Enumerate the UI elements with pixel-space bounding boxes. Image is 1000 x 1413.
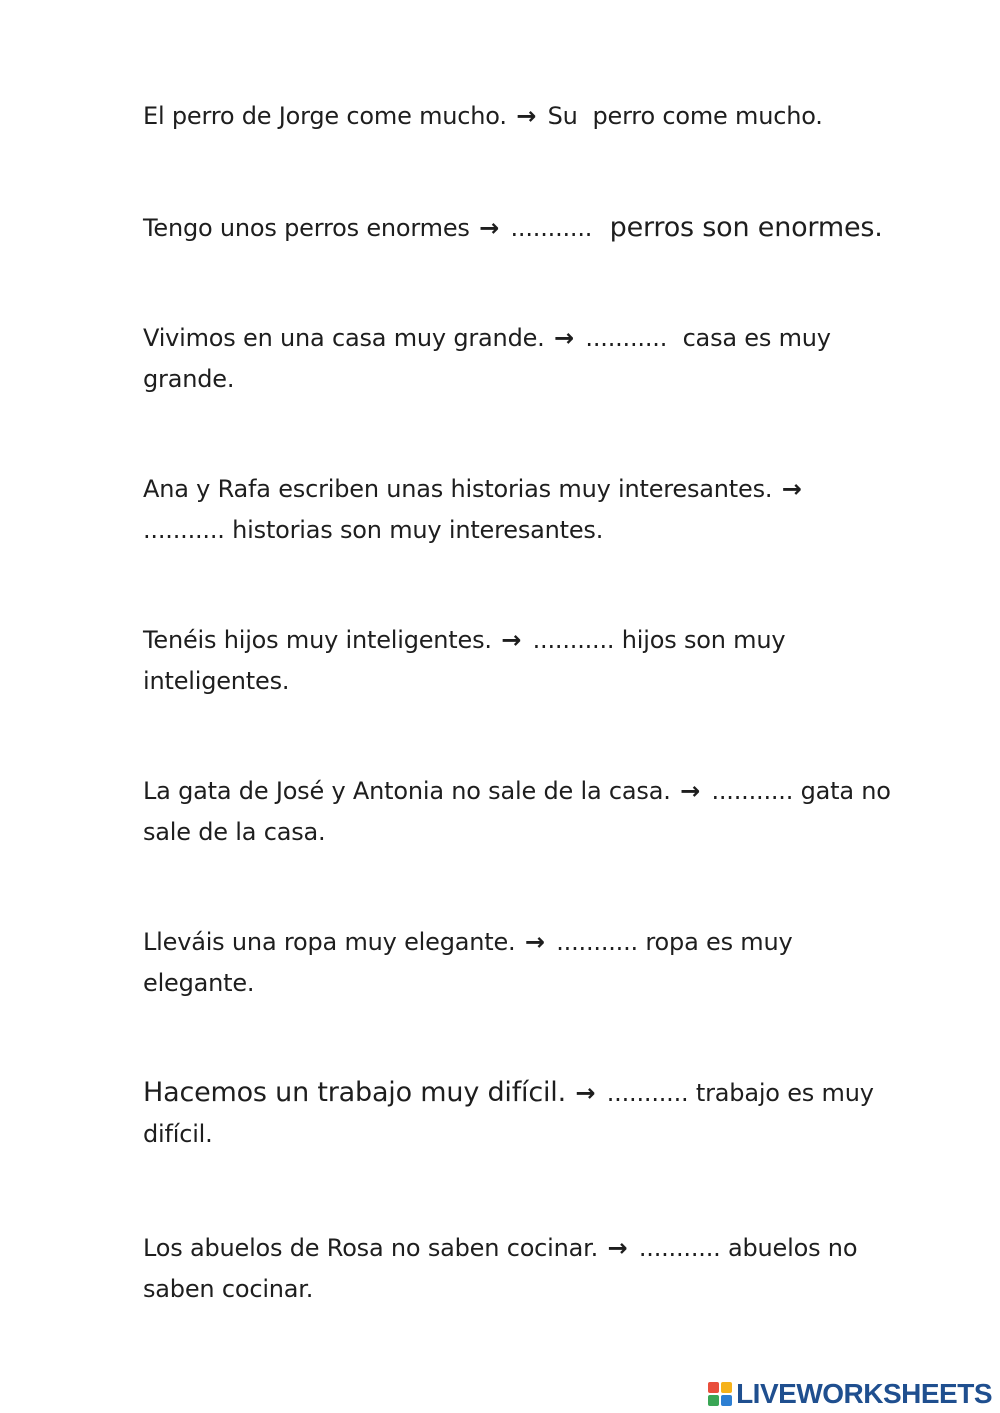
exercise-prompt: La gata de José y Antonia no sale de la casa. <box>143 777 671 805</box>
answer-blank[interactable]: ........... <box>606 1079 689 1107</box>
answer-blank[interactable]: ........... <box>510 214 593 242</box>
exercise-6 <box>143 771 933 853</box>
liveworksheets-logo <box>708 1379 992 1409</box>
exercise-3 <box>143 318 883 400</box>
liveworksheets-logo-icon <box>708 1382 732 1406</box>
exercise-8 <box>143 1072 933 1155</box>
answer-blank[interactable]: ........... <box>532 626 615 654</box>
arrow-right-icon: → <box>575 1079 596 1107</box>
logo-text: LIVEWORKSHEETS <box>736 1378 992 1409</box>
logo-square <box>721 1395 732 1406</box>
exercise-9 <box>143 1228 913 1310</box>
answer-blank[interactable]: ........... <box>143 516 225 544</box>
arrow-right-icon: → <box>524 928 545 956</box>
exercise-prompt: Los abuelos de Rosa no saben cocinar. <box>143 1234 599 1262</box>
exercise-1 <box>143 96 933 137</box>
answer-blank[interactable]: ........... <box>711 777 794 805</box>
exercise-5 <box>143 620 843 702</box>
exercise-prompt: El perro de Jorge come mucho. <box>143 102 507 130</box>
exercise-answer: historias son muy interesantes. <box>232 516 604 544</box>
arrow-right-icon: → <box>680 777 700 805</box>
exercise-prompt: Tenéis hijos muy inteligentes. <box>143 626 492 654</box>
exercise-answer: perros son enormes. <box>609 212 883 243</box>
exercise-prompt: Ana y Rafa escriben unas historias muy interesantes. <box>143 475 773 503</box>
exercise-answer: gata no sale de la casa. <box>143 777 891 846</box>
arrow-right-icon: → <box>516 102 537 130</box>
exercise-4 <box>143 469 863 551</box>
answer-blank[interactable]: ........... <box>556 928 638 956</box>
exercise-7 <box>143 922 843 1004</box>
exercise-2 <box>143 207 933 249</box>
arrow-right-icon: → <box>479 214 500 242</box>
exercise-prompt: Hacemos un trabajo muy difícil. <box>143 1077 566 1108</box>
exercise-prompt: Tengo unos perros enormes <box>143 214 470 242</box>
logo-square <box>708 1395 719 1406</box>
exercise-answer: trabajo es muy difícil. <box>143 1079 874 1148</box>
arrow-right-icon: → <box>554 324 574 352</box>
exercise-prompt: Lleváis una ropa muy elegante. <box>143 928 516 956</box>
arrow-right-icon: → <box>501 626 522 654</box>
arrow-right-icon: → <box>607 1234 628 1262</box>
exercise-answer: hijos son muy inteligentes. <box>143 626 786 695</box>
exercise-prompt: Vivimos en una casa muy grande. <box>143 324 545 352</box>
logo-square <box>708 1382 719 1393</box>
exercise-answer: abuelos no saben cocinar. <box>143 1234 858 1303</box>
logo-square <box>721 1382 732 1393</box>
exercise-answer: Su perro come mucho. <box>547 102 823 130</box>
exercise-answer: ropa es muy elegante. <box>143 928 793 997</box>
arrow-right-icon: → <box>781 475 802 503</box>
answer-blank[interactable]: ........... <box>585 324 668 352</box>
answer-blank[interactable]: ........... <box>638 1234 721 1262</box>
exercise-answer: casa es muy grande. <box>143 324 831 393</box>
